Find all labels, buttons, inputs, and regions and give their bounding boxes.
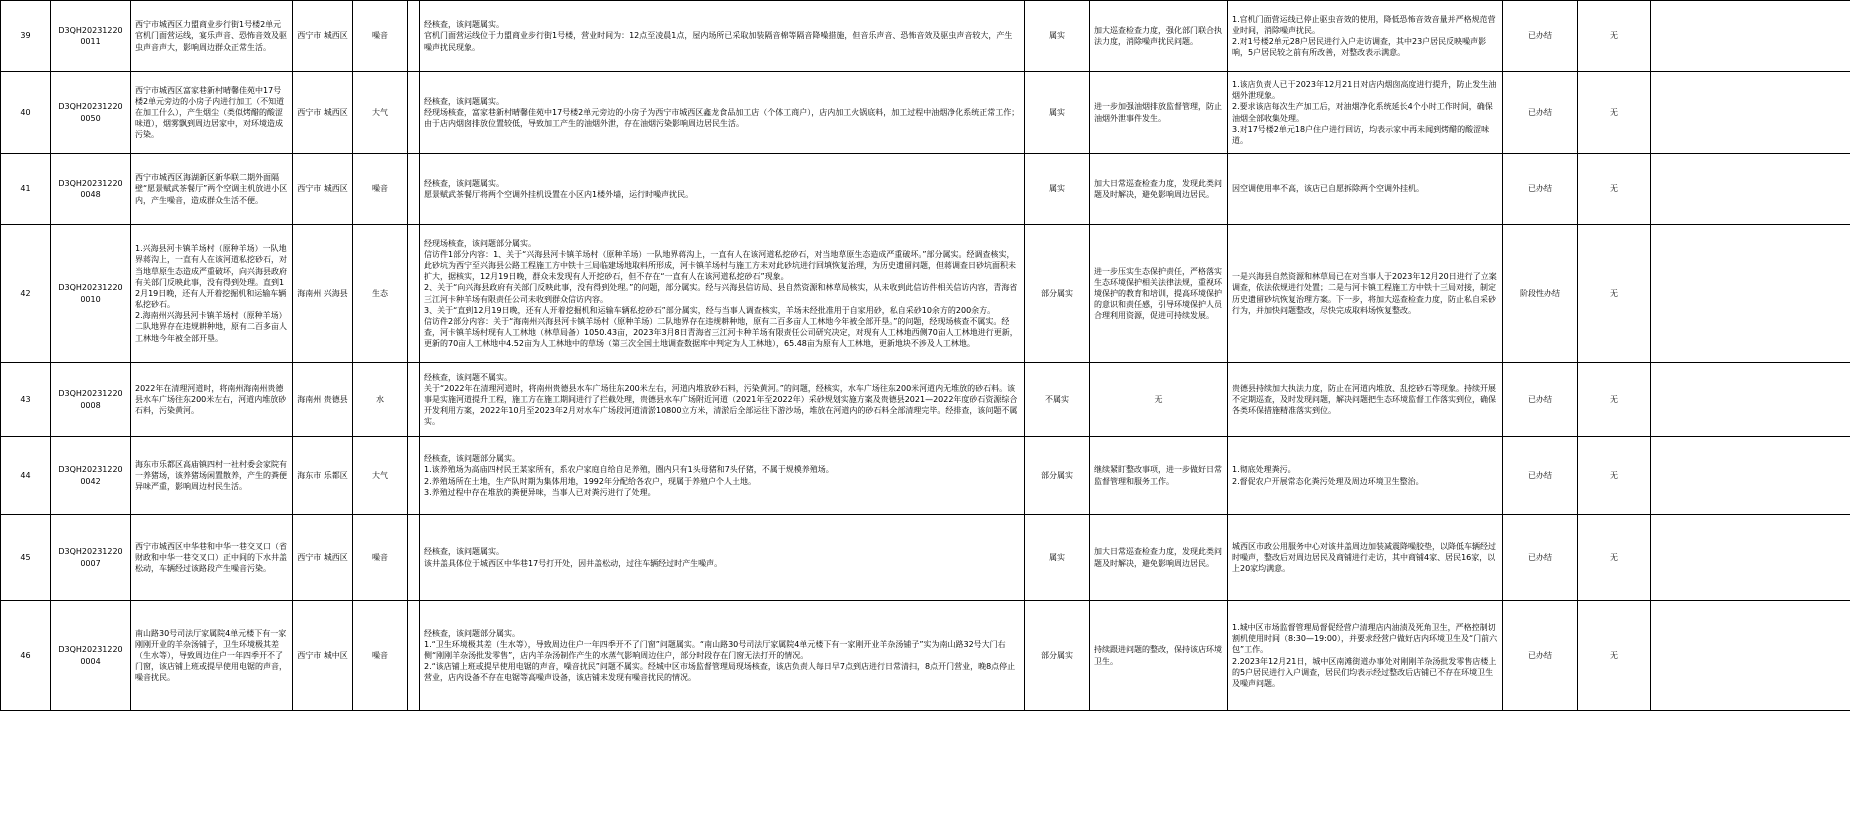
row-number: 42 <box>1 225 51 363</box>
note: 无 <box>1578 154 1651 225</box>
category: 大气 <box>353 437 408 515</box>
verdict: 属实 <box>1025 154 1090 225</box>
note: 无 <box>1578 363 1651 437</box>
progress-text: 1.官机门面营运线已停止驱虫音效的使用，降低恐怖音效音量并严格规范营业时间，消除噪声扰民。 2.对1号楼2单元28户居民进行入户走访调查，其中23户居民反映噪声影响，5户居民较之前有所改善，对整改表示满意。 <box>1228 1 1503 72</box>
issue-text: 西宁市城西区中华巷和中华一巷交叉口（省财政和中华一巷交叉口）正中间的下水井盖松动，车辆经过该路段产生噪音污染。 <box>131 515 293 601</box>
category: 噪音 <box>353 154 408 225</box>
status: 已办结 <box>1503 72 1578 154</box>
verdict: 部分属实 <box>1025 437 1090 515</box>
note: 无 <box>1578 1 1651 72</box>
issue-text: 2022年在清理河道时，将南州海南州贵德县水车广场往东200米左右，河道内堆放砂石料，污染黄河。 <box>131 363 293 437</box>
case-code: D3QH20231220 0050 <box>51 72 131 154</box>
blank-cell <box>1651 437 1850 515</box>
region: 西宁市 城西区 <box>293 515 353 601</box>
measures-text: 加大巡查检查力度，强化部门联合执法力度，消除噪声扰民问题。 <box>1090 1 1228 72</box>
findings-text: 经核查，该问题属实。 愿景赋武茶餐厅将两个空调外挂机设置在小区内1楼外墙，运行时噪声扰民。 <box>420 154 1025 225</box>
findings-text: 经核查，该问题属实。 官机门面营运线位于力盟商业步行街1号楼，营业时间为：12点至凌晨1点，屋内场所已采取加装隔音棉等隔音降噪措施，但音乐声音、恐怖音效及驱虫声音较大，产生噪声扰民现象。 <box>420 1 1025 72</box>
table-row <box>1 515 1850 601</box>
verdict: 属实 <box>1025 1 1090 72</box>
case-code: D3QH20231220 0007 <box>51 515 131 601</box>
findings-text: 经现场核查，该问题部分属实。 信访件1部分内容：1、关于“兴海县河卡镇羊场村（原种羊场）一队地界蒋沟上，一直有人在该河道私挖砂石，对当地草原生态造成严重破坏。”部分属实。经调查核实，此砂坑为西宁至兴海县公路工程施工方中铁十三局临建场地取料所形成，河卡镇羊场村与施工方未对此砂坑进行回填恢复治理，为历史遗留问题，但蒋调查日砂坑面积未扩大，据核实，12月19日晚，群众未发现有人开挖砂石，但不存在“一直有人在该河道私挖砂石”现象。 2、关于“向兴海县政府有关部门反映此事，没有得到处理。”的问题，部分属实。经与兴海县信访局、县自然资源和林草局核实，从未收到此信访件相关信访内容，青海省三江河卡种羊场有限责任公司未收到群众信访内容。 3、关于“直到12月19日晚，还有人开着挖掘机和运输车辆私挖砂石”部分属实，经与当事人调查核实，羊场未经批准用于自家用砂，私自采砂10余方的200余方。 信访件2部分内容：关于“海南州兴海县河卡镇羊场村（原种羊场）二队地界存在违规耕种地，原有二百多亩人工林地今年被全部开垦。”的问题，经现场核查不属实。经查，河卡镇羊场村现有人工林地（林草局备）1050.43亩，2023年3月8日青海省三江河卡种羊场有限责任公司研究决定，对现有人工林地西侧70亩人工林地进行更新，更新的70亩人工林地中4.52亩为人工林地中的草场（第三次全国土地调查数据库中判定为人工林地），65.48亩为原有人工林地，更新地块不涉及人工林地。 <box>420 225 1025 363</box>
category: 水 <box>353 363 408 437</box>
blank-cell <box>408 225 420 363</box>
table-row <box>1 601 1850 711</box>
blank-cell <box>1651 601 1850 711</box>
category: 大气 <box>353 72 408 154</box>
progress-text: 1.城中区市场监督管理局督促经营户清理店内油渍及死角卫生，严格控制切割机使用时间（8:30—19:00），并要求经营户做好店内环境卫生及“门前六包”工作。 2.2023年12月21日，城中区南滩街道办事处对刚刚羊杂汤批发零售店楼上的5户居民进行入户调查，居民们均表示经过整改后店铺已不存在环境卫生及噪声问题。 <box>1228 601 1503 711</box>
row-number: 45 <box>1 515 51 601</box>
measures-text: 无 <box>1090 363 1228 437</box>
progress-text: 城西区市政公用服务中心对该井盖周边加装减震降噪胶垫，以降低车辆经过时噪声，整改后对周边居民及商铺进行走访，其中商铺4家、居民16家，以上20家均满意。 <box>1228 515 1503 601</box>
category: 噪音 <box>353 1 408 72</box>
category: 噪音 <box>353 515 408 601</box>
progress-text: 一是兴海县自然资源和林草局已在对当事人于2023年12月20日进行了立案调查，依法依规进行处置；二是与河卡镇工程施工方中铁十三局对接，制定历史遗留砂坑恢复治理方案。下一步，将加大巡查检查力度，防止私自采砂行为，并加快问题整改，尽快完成取料场恢复整改。 <box>1228 225 1503 363</box>
blank-cell <box>1651 1 1850 72</box>
note: 无 <box>1578 72 1651 154</box>
status: 已办结 <box>1503 1 1578 72</box>
category: 噪音 <box>353 601 408 711</box>
region: 海南州 兴海县 <box>293 225 353 363</box>
row-number: 41 <box>1 154 51 225</box>
blank-cell <box>1651 515 1850 601</box>
verdict: 部分属实 <box>1025 225 1090 363</box>
findings-text: 经核查，该问题部分属实。 1.该养殖场为高庙四村民王某家所有，系农户家庭自给自足养殖，圈内只有1头母猪和7头仔猪，不属于规模养殖场。 2.养殖场所在土地，生产队时期为集体用地，1992年分配给各农户，现属于养殖户个人土地。 3.养殖过程中存在堆放的粪便异味，当事人已对粪污进行了处理。 <box>420 437 1025 515</box>
region: 西宁市 城西区 <box>293 1 353 72</box>
status: 阶段性办结 <box>1503 225 1578 363</box>
blank-cell <box>1651 72 1850 154</box>
blank-cell <box>408 363 420 437</box>
note: 无 <box>1578 437 1651 515</box>
issue-text: 海东市乐都区高庙镇四村一社村委会家院有一养猪场，该养猪场闲置散养，产生的粪便异味严重，影响周边村民生活。 <box>131 437 293 515</box>
progress-text: 1.该店负责人已于2023年12月21日对店内烟囱高度进行提升，防止发生油烟外泄现象。 2.要求该店每次生产加工后，对油烟净化系统延长4个小时工作时间，确保油烟全部收集处理。 3.对17号楼2单元18户住户进行回访，均表示家中再未闻到烤醋的酸涩味道。 <box>1228 72 1503 154</box>
status: 已办结 <box>1503 515 1578 601</box>
table-row <box>1 72 1850 154</box>
note: 无 <box>1578 515 1651 601</box>
case-code: D3QH20231220 0004 <box>51 601 131 711</box>
measures-text: 进一步压实生态保护责任，严格落实生态环境保护相关法律法规，重视环境保护的教育和培训，提高环境保护的意识和责任感，引导环境保护人员合理利用资源，促进可持续发展。 <box>1090 225 1228 363</box>
issue-text: 西宁市城西区海湖新区新华联二期外面隔壁“愿景赋武茶餐厅”两个空调主机放进小区内，产生噪音，造成群众生活不便。 <box>131 154 293 225</box>
progress-text: 贵德县持续加大执法力度，防止在河道内堆放、乱挖砂石等现象。持续开展不定期巡查，及时发现问题，解决问题把生态环境监督工作落实到位，确保各类环保措施精准落实到位。 <box>1228 363 1503 437</box>
note: 无 <box>1578 601 1651 711</box>
blank-cell <box>1651 154 1850 225</box>
blank-cell <box>408 72 420 154</box>
row-number: 39 <box>1 1 51 72</box>
blank-cell <box>408 601 420 711</box>
progress-text: 1.彻底处理粪污。 2.督促农户开展常态化粪污处理及周边环境卫生整治。 <box>1228 437 1503 515</box>
row-number: 43 <box>1 363 51 437</box>
issue-text: 南山路30号司法厅家属院4单元楼下有一家刚刚开业的羊杂汤铺子，卫生环境极其差（生水等），导致周边住户一年四季开不了门窗，该店铺上班或提早使用电锯的声音，噪音扰民。 <box>131 601 293 711</box>
blank-cell <box>408 1 420 72</box>
findings-text: 经核查，该问题不属实。 关于“2022年在清理河道时，将南州贵德县水车广场往东200米左右，河道内堆放砂石料，污染黄河。”的问题，经核实，水车广场往东200米河道内无堆放的砂石料。该事是实施河道提升工程，施工方在施工期间进行了拦截处理，贵德县水车广场附近河道（2021年至2022年）采砂规划实施方案及贵德县2021—2022年度砂石资源综合开发利用方案，2022年10月至2023年2月对水车广场段河道清淤10800立方米，清淤后全部运往下游沙场，堆放在河道内的砂石料全部清理完毕。经排查，该问题不属实。 <box>420 363 1025 437</box>
findings-text: 经核查，该问题属实。 经现场核查，富家巷新村晴馨佳苑中17号楼2单元旁边的小房子为西宁市城西区鑫龙食品加工店（个体工商户），店内加工火锅底料，加工过程中油烟净化系统正常工作；由于店内烟囱排放位置较低，导致加工产生的油烟外泄，存在油烟污染影响周边居民生活。 <box>420 72 1025 154</box>
row-number: 46 <box>1 601 51 711</box>
region: 西宁市 城西区 <box>293 154 353 225</box>
verdict: 属实 <box>1025 515 1090 601</box>
status: 已办结 <box>1503 437 1578 515</box>
case-code: D3QH20231220 0008 <box>51 363 131 437</box>
blank-cell <box>1651 225 1850 363</box>
blank-cell <box>408 515 420 601</box>
findings-text: 经核查，该问题部分属实。 1.“卫生环境极其差（生水等），导致周边住户一年四季开不了门窗”问题属实。“南山路30号司法厅家属院4单元楼下有一家刚开业羊杂汤铺子”实为南山路32号大门右侧“刚刚羊杂汤批发零售”，店内羊杂汤制作产生的水蒸气影响周边住户，部分时段存在门窗无法打开的情况。 2.“该店铺上班或提早使用电锯的声音，噪音扰民”问题不属实。经城中区市场监督管理局现场核查，该店负责人每日早7点到店进行日常清扫，8点开门营业，晚8点停止营业，店内设备不存在电锯等高噪声设备，该店铺未发现有噪音扰民的情况。 <box>420 601 1025 711</box>
note: 无 <box>1578 225 1651 363</box>
verdict: 部分属实 <box>1025 601 1090 711</box>
measures-text: 持续跟进问题的整改，保持该店环境卫生。 <box>1090 601 1228 711</box>
progress-text: 因空调使用率不高，该店已自愿拆除两个空调外挂机。 <box>1228 154 1503 225</box>
verdict: 不属实 <box>1025 363 1090 437</box>
region: 海东市 乐都区 <box>293 437 353 515</box>
region: 西宁市 城中区 <box>293 601 353 711</box>
case-code: D3QH20231220 0011 <box>51 1 131 72</box>
measures-text: 进一步加强油烟排放监督管理，防止油烟外泄事件发生。 <box>1090 72 1228 154</box>
blank-cell <box>408 154 420 225</box>
table-row <box>1 154 1850 225</box>
status: 已办结 <box>1503 363 1578 437</box>
table-row <box>1 437 1850 515</box>
table-row <box>1 363 1850 437</box>
issue-text: 西宁市城西区富家巷新村晴馨佳苑中17号楼2单元旁边的小房子内进行加工（不知道在加工什么），产生烟尘（类似烤醋的酸涩味道），烟雾飘到周边居家中，对环境造成污染。 <box>131 72 293 154</box>
measures-text: 加大日常巡查检查力度，发现此类问题及时解决，避免影响周边居民。 <box>1090 154 1228 225</box>
status: 已办结 <box>1503 154 1578 225</box>
case-code: D3QH20231220 0042 <box>51 437 131 515</box>
row-number: 40 <box>1 72 51 154</box>
region: 海南州 贵德县 <box>293 363 353 437</box>
row-number: 44 <box>1 437 51 515</box>
measures-text: 加大日常巡查检查力度，发现此类问题及时解决，避免影响周边居民。 <box>1090 515 1228 601</box>
blank-cell <box>408 437 420 515</box>
table-row <box>1 225 1850 363</box>
case-code: D3QH20231220 0048 <box>51 154 131 225</box>
findings-text: 经核查，该问题属实。 该井盖具体位于城西区中华巷17号打开处，因井盖松动，过往车辆经过时产生噪声。 <box>420 515 1025 601</box>
case-code: D3QH20231220 0010 <box>51 225 131 363</box>
measures-text: 继续紧盯整改事项，进一步做好日常监督管理和服务工作。 <box>1090 437 1228 515</box>
verdict: 属实 <box>1025 72 1090 154</box>
status: 已办结 <box>1503 601 1578 711</box>
category: 生态 <box>353 225 408 363</box>
issue-text: 西宁市城西区力盟商业步行街1号楼2单元官机门面营运线，宴乐声音、恐怖音效及驱虫声音声大，影响周边群众正常生活。 <box>131 1 293 72</box>
blank-cell <box>1651 363 1850 437</box>
region: 西宁市 城西区 <box>293 72 353 154</box>
table-row <box>1 1 1850 72</box>
issue-text: 1.兴海县河卡镇羊场村（原种羊场）一队地界蒋沟上，一直有人在该河道私挖砂石，对当地草原生态造成严重破坏，向兴海县政府有关部门反映此事，没有得到处理。直到12月19日晚，还有人开着挖掘机和运输车辆私挖砂石。 2.海南州兴海县河卡镇羊场村（原种羊场）二队地界存在违规耕种地，原有二百多亩人工林地今年被全部开垦。 <box>131 225 293 363</box>
